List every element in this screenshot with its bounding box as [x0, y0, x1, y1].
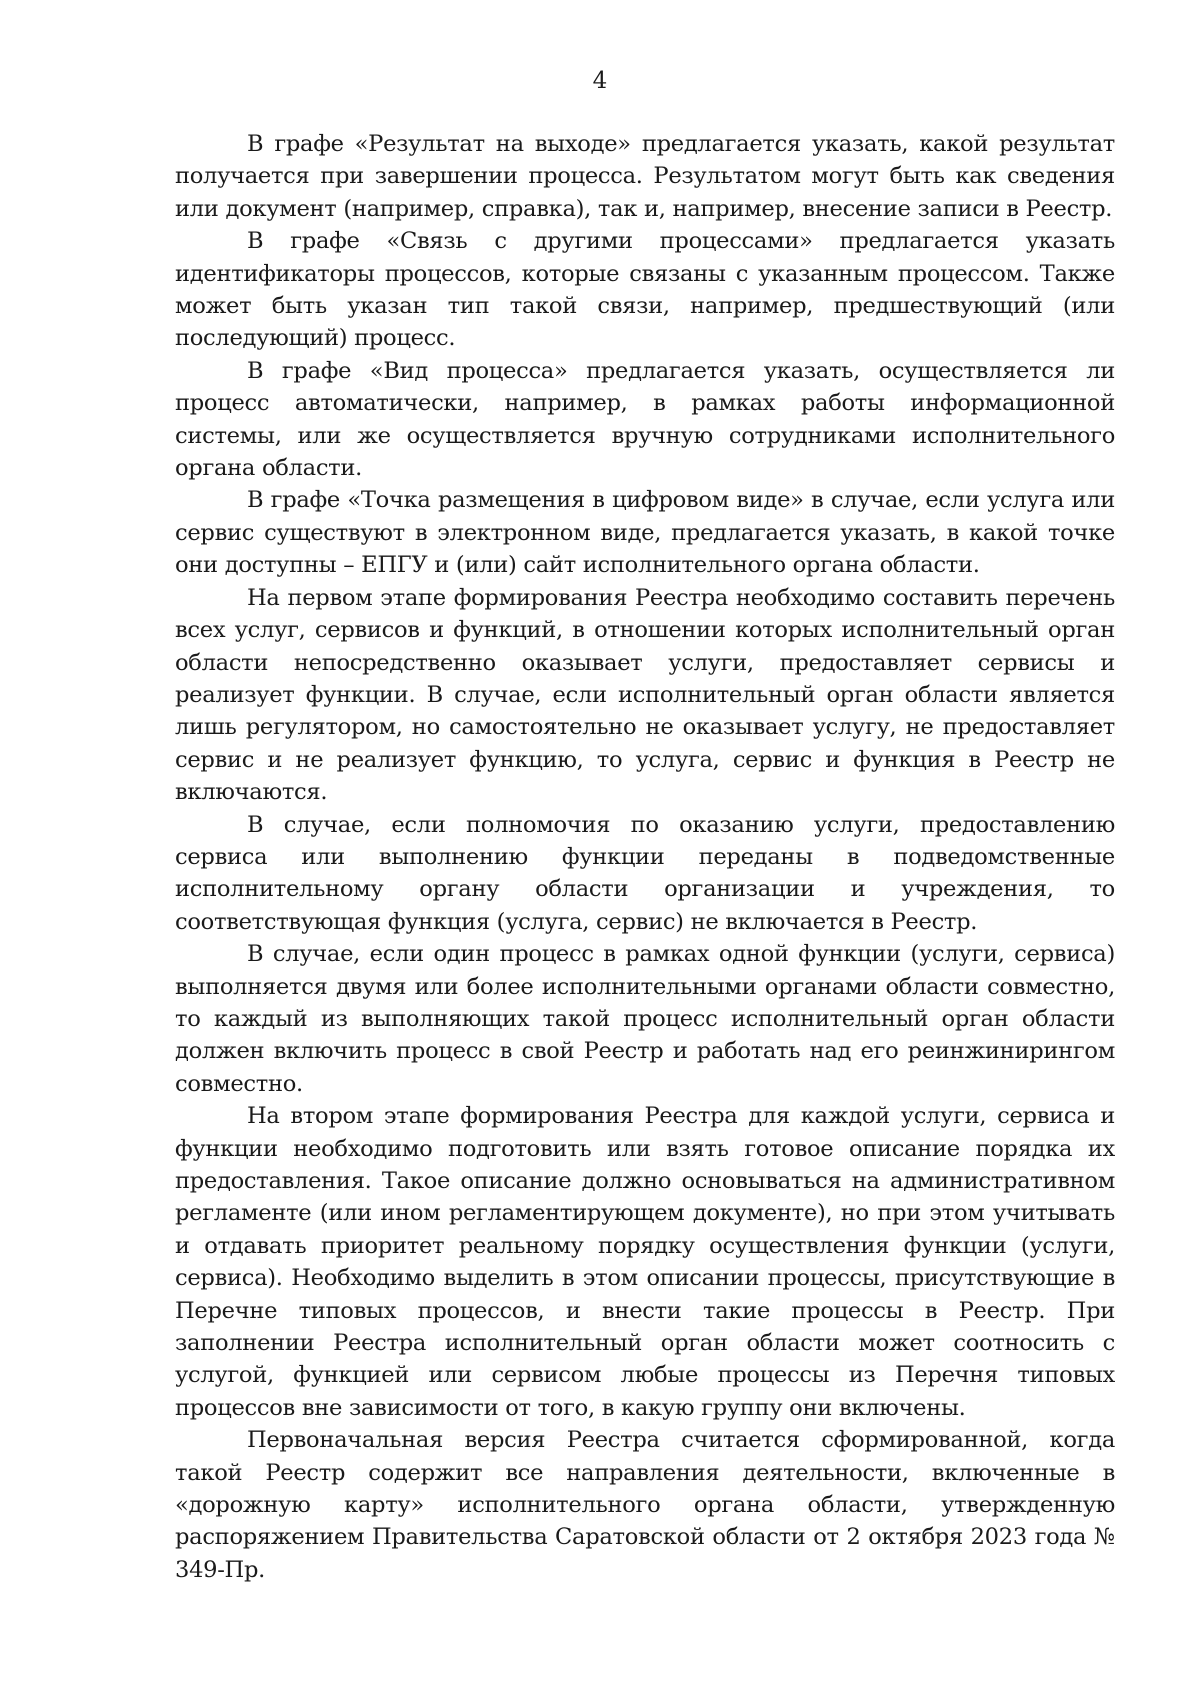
paragraph-initial-version: Первоначальная версия Реестра считается сформированной, когда такой Реестр содержит все направления деятельности, включенные в «дорожную карту» исполнительного органа области, утвержденную распоряжением Правительства Саратовской области от 2 октября 2023 года № 349-Пр. [175, 1427, 1115, 1583]
paragraph-result-output: В графе «Результат на выходе» предлагается указать, какой результат получается при завершении процесса. Результатом могут быть как сведения или документ (например, справка), так и, например, внесение записи в Реестр. [175, 131, 1115, 222]
paragraph-second-stage: На втором этапе формирования Реестра для каждой услуги, сервиса и функции необходимо подготовить или взять готовое описание порядка их предоставления. Такое описание должно основываться на административном регламенте (или ином регламентирующем документе), но при этом учитывать и отдавать приоритет реальному порядку осуществления функции (услуги, сервиса). Необходимо выделить в этом описании процессы, присутствующие в Перечне типовых процессов, и внести такие процессы в Реестр. При заполнении Реестра исполнительный орган области может соотносить с услугой, функцией или сервисом любые процессы из Перечня типовых процессов вне зависимости от того, в какую группу они включены. [175, 1103, 1115, 1421]
document-body [175, 128, 1115, 1586]
paragraph-digital-point: В графе «Точка размещения в цифровом виде» в случае, если услуга или сервис существуют в электронном виде, предлагается указать, в какой точке они доступны – ЕПГУ и (или) сайт исполнительного органа области. [175, 487, 1115, 579]
paragraph-first-stage: На первом этапе формирования Реестра необходимо составить перечень всех услуг, сервисов и функций, в отношении которых исполнительный орган области непосредственно оказывает услуги, предоставляет сервисы и реализует функции. В случае, если исполнительный орган области является лишь регулятором, но самостоятельно не оказывает услугу, не предоставляет сервис и не реализует функцию, то услуга, сервис и функция в Реестр не включаются. [175, 584, 1115, 806]
paragraph-process-type: В графе «Вид процесса» предлагается указать, осуществляется ли процесс автоматически, например, в рамках работы информационной системы, или же осуществляется вручную сотрудниками исполнительного органа области. [175, 357, 1115, 482]
paragraph-joint-process: В случае, если один процесс в рамках одной функции (услуги, сервиса) выполняется двумя или более исполнительными органами области совместно, то каждый из выполняющих такой процесс исполнительный орган области должен включить процесс в свой Реестр и работать над его реинжинирингом совместно. [175, 941, 1115, 1097]
paragraph-process-links: В графе «Связь с другими процессами» предлагается указать идентификаторы процессов, которые связаны с указанным процессом. Также может быть указан тип такой связи, например, предшествующий (или последующий) процесс. [175, 228, 1115, 352]
page-number: 4 [592, 68, 608, 94]
paragraph-delegated-powers: В случае, если полномочия по оказанию услуги, предоставлению сервиса или выполнению функции переданы в подведомственные исполнительному органу области организации и учреждения, то соответствующая функция (услуга, сервис) не включается в Реестр. [175, 811, 1115, 935]
